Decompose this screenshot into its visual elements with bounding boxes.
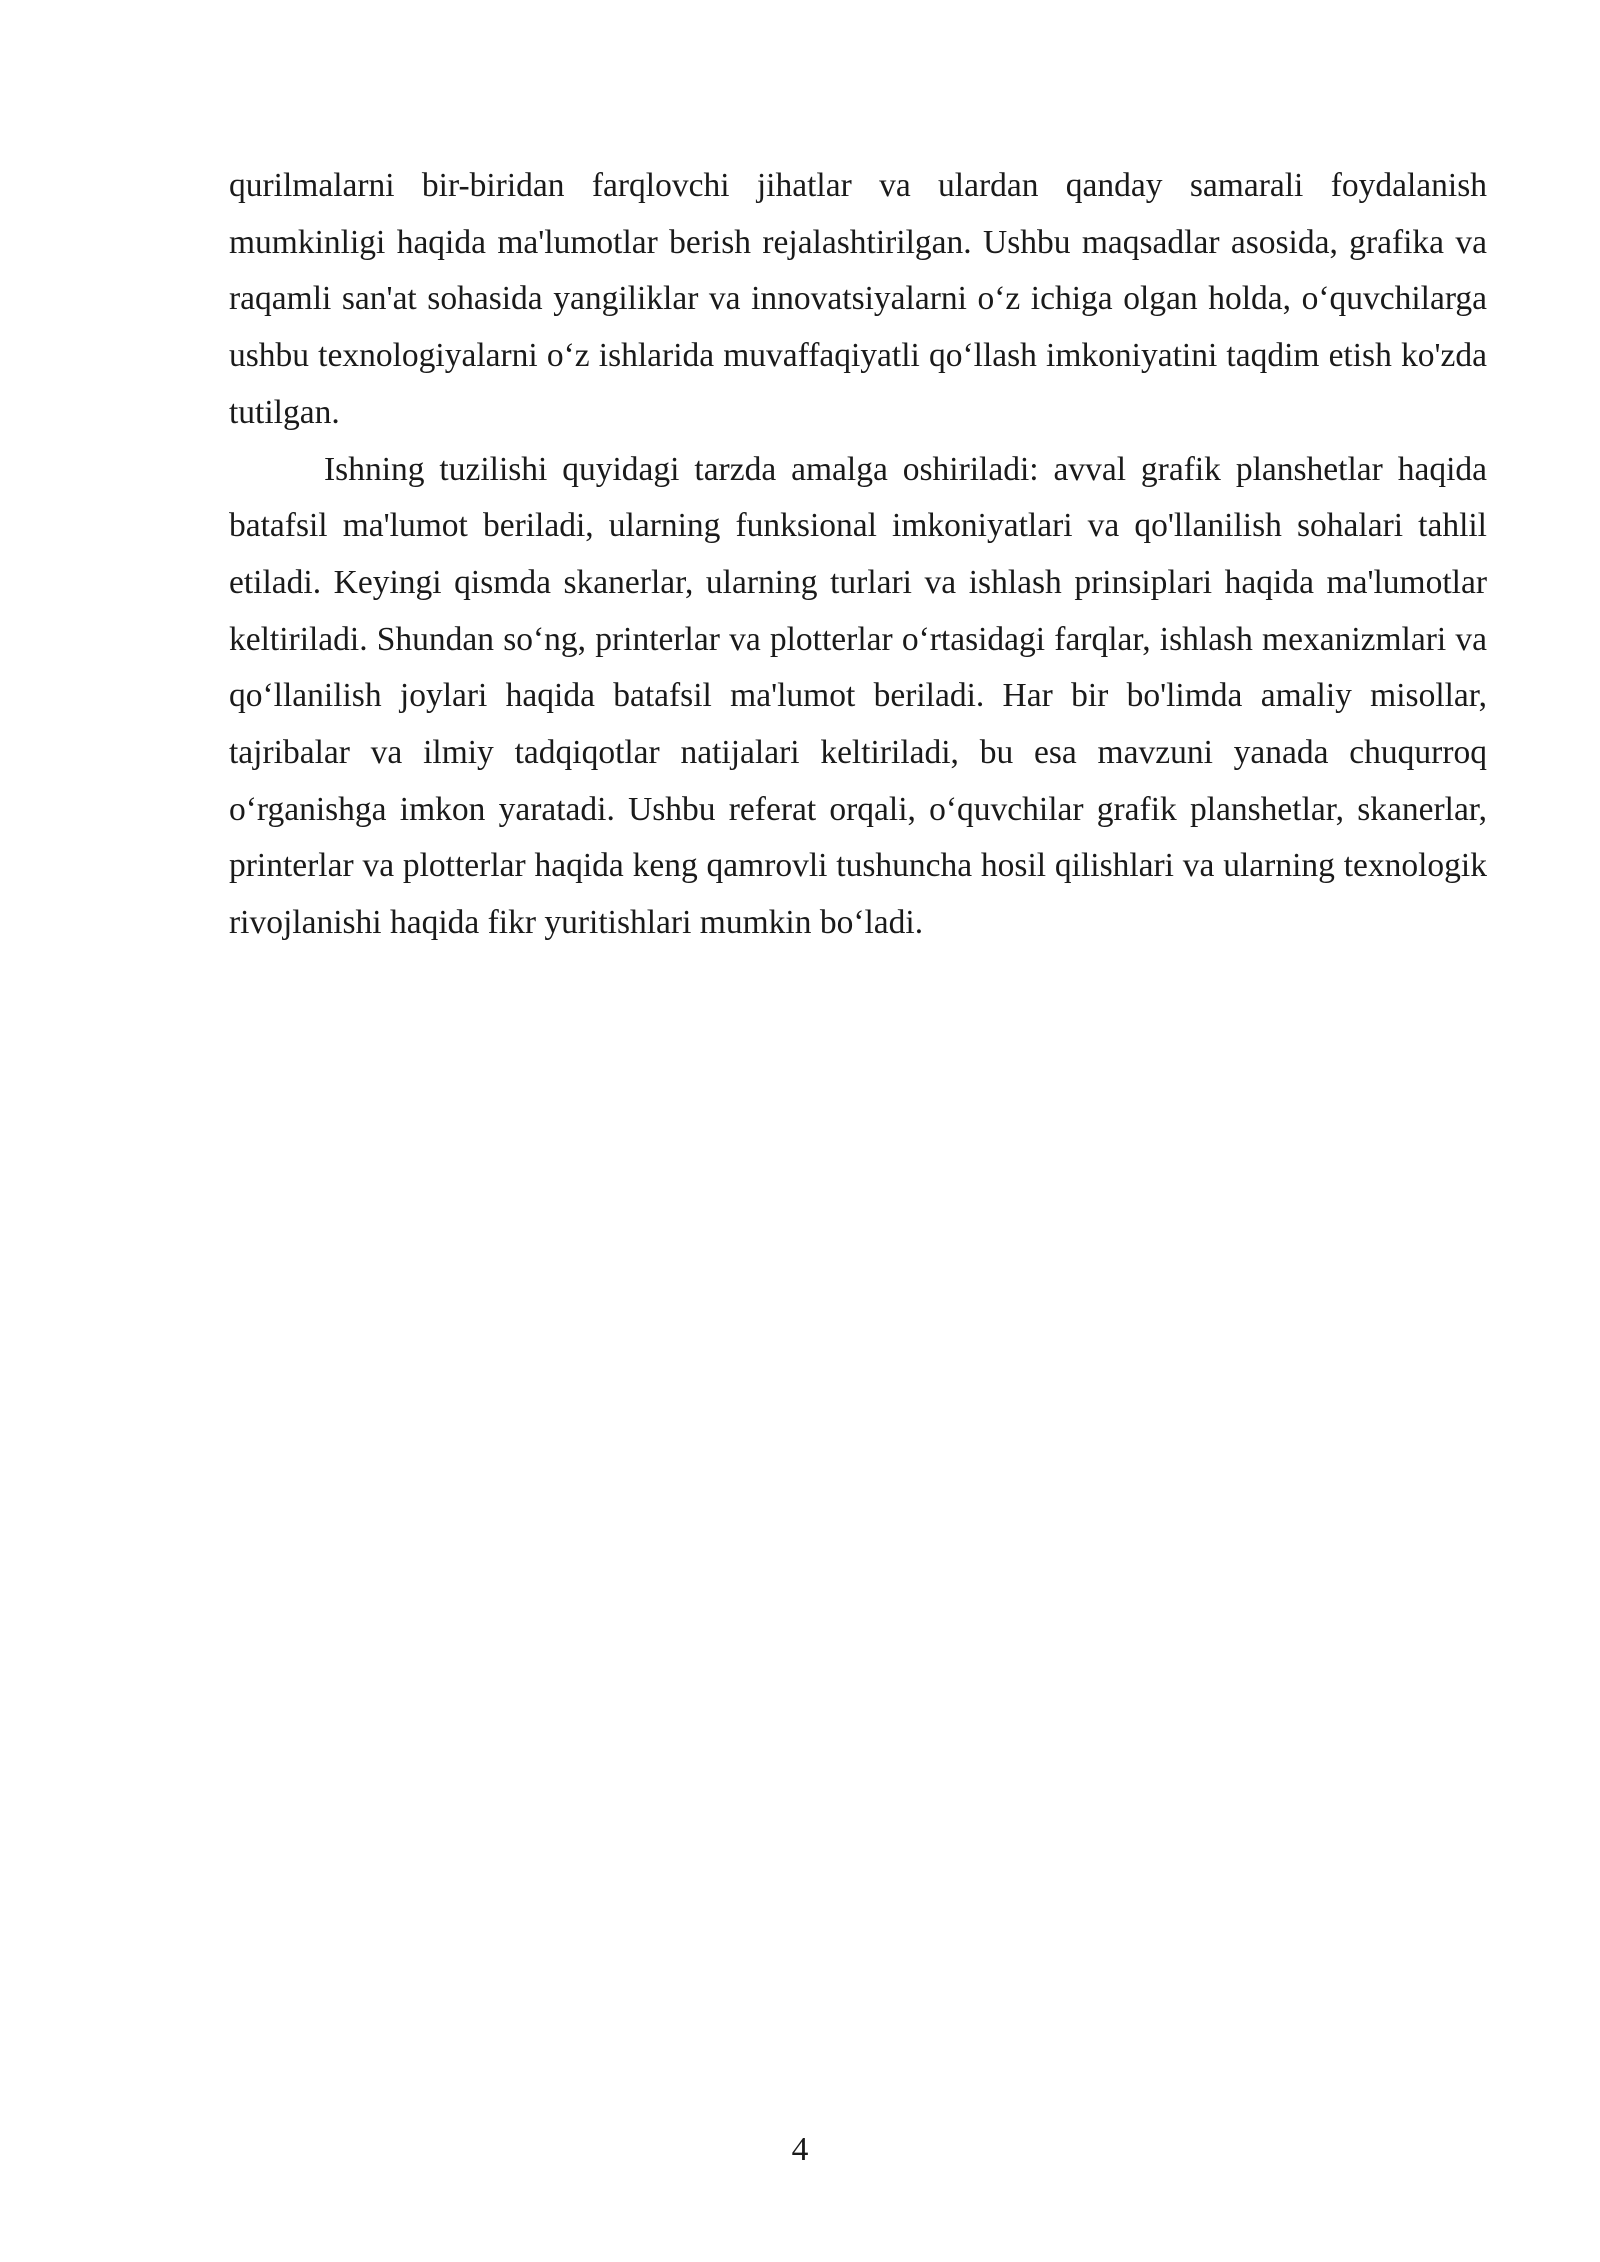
paragraph-structure: Ishning tuzilishi quyidagi tarzda amalga oshiriladi: avval grafik planshetlar haqida batafsil ma'lumot beriladi, ularning funksional imkoniyatlari va qo'llanilish sohalari tahlil etiladi. Keyingi qismda skanerlar, ularning turlari va ishlash prinsiplari haqida ma'lumotlar keltiriladi. Shundan so‘ng, printerlar va plotterlar o‘rtasidagi farqlar, ishlash mexanizmlari va qo‘llanilish joylari haqida batafsil ma'lumot beriladi. Har bir bo'limda amaliy misollar, tajribalar va ilmiy tadqiqotlar natijalari keltiriladi, bu esa mavzuni yanada chuqurroq o‘rganishga imkon yaratadi. Ushbu referat orqali, o‘quvchilar grafik planshetlar, skanerlar, printerlar va plotterlar haqida keng qamrovli tushuncha hosil qilishlari va ularning texnologik rivojlanishi haqida fikr yuritishlari mumkin bo‘ladi. (229, 450, 1487, 942)
page-number: 4 (791, 2131, 809, 2168)
paragraph-continuation: qurilmalarni bir-biridan farqlovchi jihatlar va ulardan qanday samarali foydalanish mumkinligi haqida ma'lumotlar berish rejalashtirilgan. Ushbu maqsadlar asosida, grafika va raqamli san'at sohasida yangiliklar va innovatsiyalarni o‘z ichiga olgan holda, o‘quvchilarga ushbu texnologiyalarni o‘z ishlarida muvaffaqiyatli qo‘llash imkoniyatini taqdim etish ko'zda tutilgan. (229, 167, 1487, 431)
body-text (229, 158, 1487, 952)
